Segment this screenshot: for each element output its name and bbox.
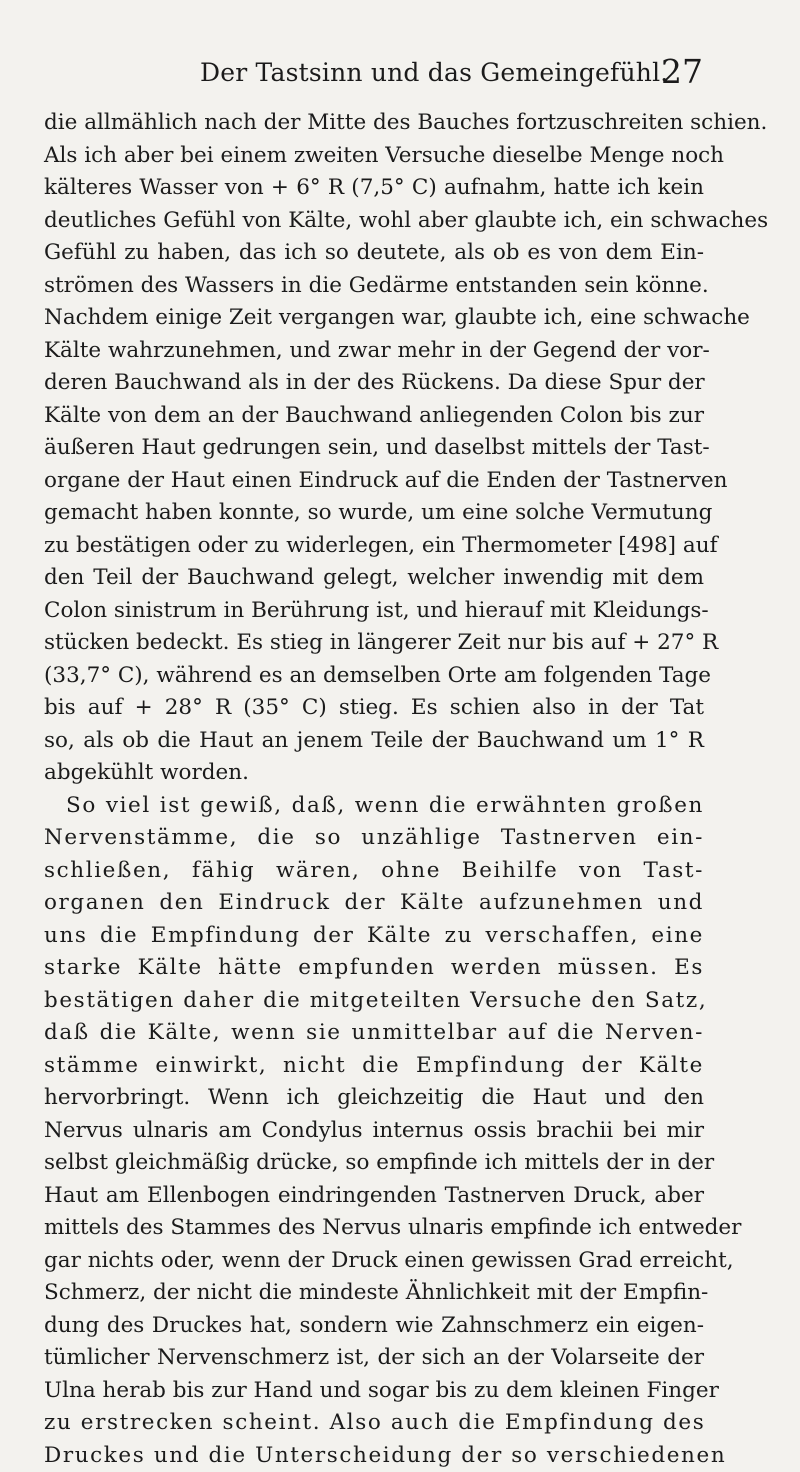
text-line: selbst gleichmäßig drücke, so empfinde ich mittels der in der xyxy=(44,1147,704,1180)
page-number: 27 xyxy=(661,52,703,91)
emphasized-line: daß die Kälte, wenn sie unmittelbar auf die Nerven- xyxy=(44,1017,704,1050)
text-line: Ulna herab bis zur Hand und sogar bis zu dem kleinen Finger xyxy=(44,1375,704,1408)
text-line: Colon sinistrum in Berührung ist, und hierauf mit Kleidungs- xyxy=(44,595,704,628)
text-line: zu bestätigen oder zu widerlegen, ein Thermometer [498] auf xyxy=(44,530,704,563)
text-line: Haut am Ellenbogen eindringenden Tastnerven Druck, aber xyxy=(44,1180,704,1213)
body-text xyxy=(44,107,704,1472)
text-line: mittels des Stammes des Nervus ulnaris empfinde ich entweder xyxy=(44,1212,704,1245)
emphasized-line: stämme einwirkt, nicht die Empfindung der Kälte xyxy=(44,1050,704,1083)
text-line: Als ich aber bei einem zweiten Versuche dieselbe Menge noch xyxy=(44,140,704,173)
text-line: die allmählich nach der Mitte des Bauches fortzuschreiten schien. xyxy=(44,107,704,140)
text-line: gemacht haben konnte, so wurde, um eine solche Vermutung xyxy=(44,497,704,530)
emphasized-line: Nervenstämme, die so unzählige Tastnerven ein- xyxy=(44,822,704,855)
page-header xyxy=(0,52,800,92)
emphasized-line: bestätigen daher die mitgeteilten Versuche den Satz, xyxy=(44,985,704,1018)
text-line: deren Bauchwand als in der des Rückens. Da diese Spur der xyxy=(44,367,704,400)
text-line: tümlicher Nervenschmerz ist, der sich an der Volarseite der xyxy=(44,1342,704,1375)
text-line: Gefühl zu haben, das ich so deutete, als ob es von dem Ein- xyxy=(44,237,704,270)
text-line: organe der Haut einen Eindruck auf die Enden der Tastnerven xyxy=(44,465,704,498)
emphasized-line: zu erstrecken scheint. Also auch die Empfindung des xyxy=(44,1407,704,1440)
text-line: Nachdem einige Zeit vergangen war, glaubte ich, eine schwache xyxy=(44,302,704,335)
emphasized-line: schließen, fähig wären, ohne Beihilfe von Tast- xyxy=(44,855,704,888)
text-line: den Teil der Bauchwand gelegt, welcher inwendig mit dem xyxy=(44,562,704,595)
text-line: Kälte wahrzunehmen, und zwar mehr in der Gegend der vor- xyxy=(44,335,704,368)
text-line: (33,7° C), während es an demselben Orte am folgenden Tage xyxy=(44,660,704,693)
emphasized-line: uns die Empfindung der Kälte zu verschaffen, eine xyxy=(44,920,704,953)
text-line: kälteres Wasser von + 6° R (7,5° C) aufnahm, hatte ich kein xyxy=(44,172,704,205)
text-line: Nervus ulnaris am Condylus internus ossis brachii bei mir xyxy=(44,1115,704,1148)
text-line: bis auf + 28° R (35° C) stieg. Es schien also in der Tat xyxy=(44,692,704,725)
running-title: Der Tastsinn und das Gemeingefühl. xyxy=(200,58,668,87)
emphasized-line: Druckes und die Unterscheidung der so verschiedenen xyxy=(44,1440,704,1472)
emphasized-line: So viel ist gewiß, daß, wenn die erwähnten großen xyxy=(44,790,704,823)
text-line: dung des Druckes hat, sondern wie Zahnschmerz ein eigen- xyxy=(44,1310,704,1343)
text-line: deutliches Gefühl von Kälte, wohl aber glaubte ich, ein schwaches xyxy=(44,205,704,238)
text-line: Schmerz, der nicht die mindeste Ähnlichkeit mit der Empfin- xyxy=(44,1277,704,1310)
emphasized-line: organen den Eindruck der Kälte aufzunehmen und xyxy=(44,887,704,920)
text-line: gar nichts oder, wenn der Druck einen gewissen Grad erreicht, xyxy=(44,1245,704,1278)
emphasized-line: starke Kälte hätte empfunden werden müssen. Es xyxy=(44,952,704,985)
text-line: äußeren Haut gedrungen sein, und daselbst mittels der Tast- xyxy=(44,432,704,465)
text-line: so, als ob die Haut an jenem Teile der Bauchwand um 1° R xyxy=(44,725,704,758)
text-line: Kälte von dem an der Bauchwand anliegenden Colon bis zur xyxy=(44,400,704,433)
text-line: stücken bedeckt. Es stieg in längerer Zeit nur bis auf + 27° R xyxy=(44,627,704,660)
text-line: strömen des Wassers in die Gedärme entstanden sein könne. xyxy=(44,270,704,303)
text-line: hervorbringt. Wenn ich gleichzeitig die Haut und den xyxy=(44,1082,704,1115)
paragraph-end-line: abgekühlt worden. xyxy=(44,757,704,790)
